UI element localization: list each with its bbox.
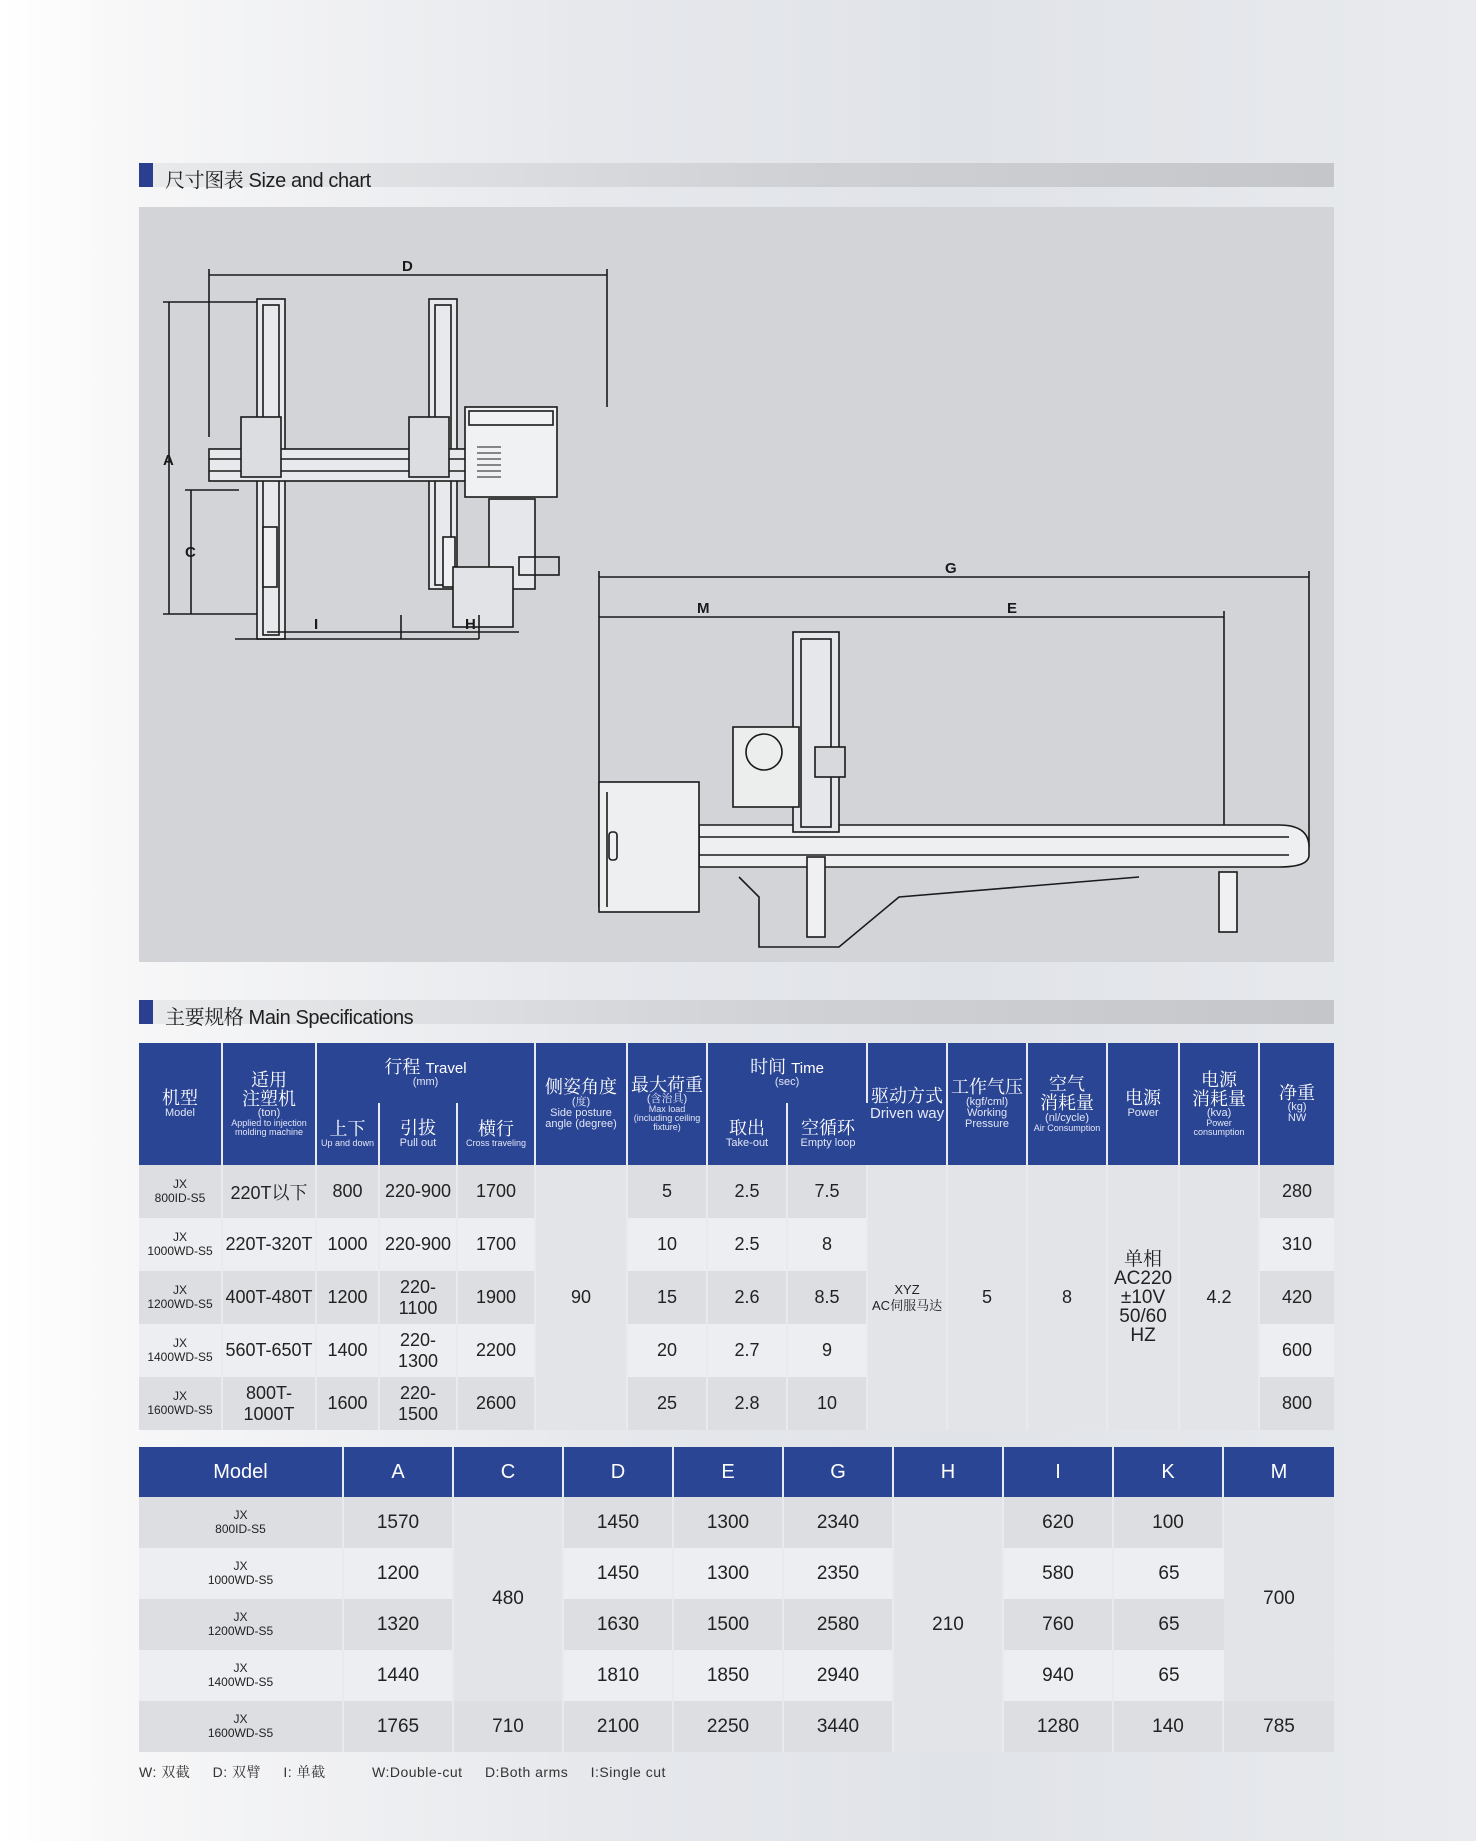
header-driven: 驱动方式 Driven way <box>868 1043 948 1165</box>
legend-zh-w: W: 双截 <box>139 1764 191 1780</box>
dimension-drawing <box>139 207 1334 962</box>
section-marker <box>139 1000 153 1024</box>
header-h: H <box>894 1447 1004 1497</box>
g-cell: 2350 <box>784 1548 894 1599</box>
machine-cell: 800T-1000T <box>223 1377 317 1430</box>
load-cell: 15 <box>628 1271 708 1324</box>
nw-cell: 600 <box>1260 1324 1334 1377</box>
model-cell: JX 1600WD-S5 <box>139 1701 344 1752</box>
legend-en-w: W:Double-cut <box>371 1764 463 1780</box>
header-takeout: 取出 Take-out <box>708 1103 788 1165</box>
robot-drawing-svg <box>139 207 1334 962</box>
model-cell: JX 800ID-S5 <box>139 1165 223 1218</box>
nw-cell: 420 <box>1260 1271 1334 1324</box>
header-loop: 空循环 Empty loop <box>788 1103 868 1165</box>
pullout-cell: 220-900 <box>380 1218 458 1271</box>
table-row <box>139 1599 1334 1650</box>
header-load: 最大荷重 (含治具) Max load (including ceiling fixture) <box>628 1043 708 1165</box>
a-cell: 1320 <box>344 1599 454 1650</box>
label-m: M <box>697 600 710 617</box>
m-cell: 700 <box>1224 1497 1334 1701</box>
legend-zh-d: D: 双臂 <box>212 1764 262 1780</box>
section-marker <box>139 163 153 187</box>
main-specs-table <box>139 1043 1334 1430</box>
e-cell: 1850 <box>674 1650 784 1701</box>
driven-cell: XYZ AC伺服马达 <box>868 1165 948 1430</box>
header-i: I <box>1004 1447 1114 1497</box>
takeout-cell: 2.6 <box>708 1271 788 1324</box>
m-cell: 785 <box>1224 1701 1334 1752</box>
size-chart-section-header <box>139 163 1334 192</box>
header-model: 机型 Model <box>139 1043 223 1165</box>
header-time: 时间 Time (sec) <box>708 1043 868 1103</box>
section-title: 尺寸图表 Size and chart <box>165 170 371 192</box>
legend-zh-i: I: 单截 <box>283 1764 326 1780</box>
table-row <box>139 1165 1334 1218</box>
takeout-cell: 2.5 <box>708 1165 788 1218</box>
c-cell: 710 <box>454 1701 564 1752</box>
angle-cell: 90 <box>536 1165 628 1430</box>
model-cell: JX 800ID-S5 <box>139 1497 344 1548</box>
d-cell: 1810 <box>564 1650 674 1701</box>
i-cell: 1280 <box>1004 1701 1114 1752</box>
footnote-legend <box>139 1762 684 1782</box>
table-row <box>139 1701 1334 1752</box>
k-cell: 65 <box>1114 1650 1224 1701</box>
header-cross: 横行 Cross traveling <box>458 1103 536 1165</box>
header-air: 空气 消耗量 (nl/cycle) Air Consumption <box>1028 1043 1108 1165</box>
nw-cell: 280 <box>1260 1165 1334 1218</box>
table-row <box>139 1650 1334 1701</box>
model-cell: JX 1200WD-S5 <box>139 1271 223 1324</box>
control-box <box>465 407 557 497</box>
g-cell: 2940 <box>784 1650 894 1701</box>
label-i: I <box>314 616 319 633</box>
e-cell: 2250 <box>674 1701 784 1752</box>
model-cell: JX 1000WD-S5 <box>139 1548 344 1599</box>
header-travel: 行程 Travel (mm) <box>317 1043 536 1103</box>
g-cell: 2340 <box>784 1497 894 1548</box>
kva-cell: 4.2 <box>1180 1165 1260 1430</box>
machine-cell: 220T以下 <box>223 1165 317 1218</box>
a-cell: 1765 <box>344 1701 454 1752</box>
e-cell: 1500 <box>674 1599 784 1650</box>
updown-cell: 1400 <box>317 1324 380 1377</box>
label-h: H <box>465 616 476 633</box>
a-cell: 1440 <box>344 1650 454 1701</box>
machine-cell: 400T-480T <box>223 1271 317 1324</box>
cross-cell: 1700 <box>458 1218 536 1271</box>
label-g: G <box>945 560 957 577</box>
machine-cell: 560T-650T <box>223 1324 317 1377</box>
loop-cell: 9 <box>788 1324 868 1377</box>
side-rail <box>699 825 1309 867</box>
g-cell: 2580 <box>784 1599 894 1650</box>
loop-cell: 10 <box>788 1377 868 1430</box>
table-row <box>139 1497 1334 1548</box>
cross-cell: 1700 <box>458 1165 536 1218</box>
d-cell: 1450 <box>564 1497 674 1548</box>
load-cell: 20 <box>628 1324 708 1377</box>
nw-cell: 310 <box>1260 1218 1334 1271</box>
header-e: E <box>674 1447 784 1497</box>
loop-cell: 8 <box>788 1218 868 1271</box>
d-cell: 2100 <box>564 1701 674 1752</box>
h-cell: 210 <box>894 1497 1004 1752</box>
updown-cell: 1200 <box>317 1271 380 1324</box>
machine-cell: 220T-320T <box>223 1218 317 1271</box>
takeout-cell: 2.7 <box>708 1324 788 1377</box>
i-cell: 940 <box>1004 1650 1114 1701</box>
side-vertical-arm <box>793 632 839 832</box>
c-cell: 480 <box>454 1497 564 1701</box>
legend-en-i: I:Single cut <box>590 1764 666 1780</box>
air-cell: 8 <box>1028 1165 1108 1430</box>
model-cell: JX 1400WD-S5 <box>139 1324 223 1377</box>
updown-cell: 800 <box>317 1165 380 1218</box>
header-d: D <box>564 1447 674 1497</box>
header-c: C <box>454 1447 564 1497</box>
legend-en-d: D:Both arms <box>484 1764 569 1780</box>
main-specs-section-header <box>139 1000 1334 1029</box>
load-cell: 5 <box>628 1165 708 1218</box>
load-cell: 10 <box>628 1218 708 1271</box>
power-cell: 单相 AC220 ±10V 50/60 HZ <box>1108 1165 1180 1430</box>
cross-cell: 2200 <box>458 1324 536 1377</box>
g-cell: 3440 <box>784 1701 894 1752</box>
header-updown: 上下 Up and down <box>317 1103 380 1165</box>
header-g: G <box>784 1447 894 1497</box>
label-e: E <box>1007 600 1018 617</box>
pullout-cell: 220-900 <box>380 1165 458 1218</box>
cross-cell: 1900 <box>458 1271 536 1324</box>
section-title: 主要规格 Main Specifications <box>165 1007 414 1029</box>
pressure-cell: 5 <box>948 1165 1028 1430</box>
header-k: K <box>1114 1447 1224 1497</box>
pullout-cell: 220-1300 <box>380 1324 458 1377</box>
i-cell: 580 <box>1004 1548 1114 1599</box>
model-cell: JX 1200WD-S5 <box>139 1599 344 1650</box>
load-cell: 25 <box>628 1377 708 1430</box>
d-cell: 1630 <box>564 1599 674 1650</box>
label-c: C <box>185 544 196 561</box>
table-row <box>139 1548 1334 1599</box>
pullout-cell: 220-1500 <box>380 1377 458 1430</box>
e-cell: 1300 <box>674 1497 784 1548</box>
header-m: M <box>1224 1447 1334 1497</box>
label-a: A <box>163 452 174 469</box>
header-kva: 电源 消耗量 (kva) Power consumption <box>1180 1043 1260 1165</box>
model-cell: JX 1600WD-S5 <box>139 1377 223 1430</box>
loop-cell: 7.5 <box>788 1165 868 1218</box>
updown-cell: 1600 <box>317 1377 380 1430</box>
header-power: 电源 Power <box>1108 1043 1180 1165</box>
header-pressure: 工作气压 (kgf/cml) Working Pressure <box>948 1043 1028 1165</box>
i-cell: 760 <box>1004 1599 1114 1650</box>
pullout-cell: 220-1100 <box>380 1271 458 1324</box>
header-a: A <box>344 1447 454 1497</box>
side-cabinet <box>599 782 699 912</box>
a-cell: 1200 <box>344 1548 454 1599</box>
header-machine: 适用 注塑机 (ton) Applied to injection molding machine <box>223 1043 317 1165</box>
model-cell: JX 1400WD-S5 <box>139 1650 344 1701</box>
k-cell: 65 <box>1114 1548 1224 1599</box>
model-cell: JX 1000WD-S5 <box>139 1218 223 1271</box>
header-nw: 净重 (kg) NW <box>1260 1043 1334 1165</box>
takeout-cell: 2.8 <box>708 1377 788 1430</box>
header-angle: 侧姿角度 (度) Side posture angle (degree) <box>536 1043 628 1165</box>
takeout-cell: 2.5 <box>708 1218 788 1271</box>
a-cell: 1570 <box>344 1497 454 1548</box>
label-d: D <box>402 258 413 275</box>
i-cell: 620 <box>1004 1497 1114 1548</box>
header-model: Model <box>139 1447 344 1497</box>
k-cell: 65 <box>1114 1599 1224 1650</box>
e-cell: 1300 <box>674 1548 784 1599</box>
d-cell: 1450 <box>564 1548 674 1599</box>
loop-cell: 8.5 <box>788 1271 868 1324</box>
k-cell: 140 <box>1114 1701 1224 1752</box>
dimensions-table <box>139 1447 1334 1752</box>
header-pullout: 引拔 Pull out <box>380 1103 458 1165</box>
updown-cell: 1000 <box>317 1218 380 1271</box>
nw-cell: 800 <box>1260 1377 1334 1430</box>
cross-cell: 2600 <box>458 1377 536 1430</box>
k-cell: 100 <box>1114 1497 1224 1548</box>
